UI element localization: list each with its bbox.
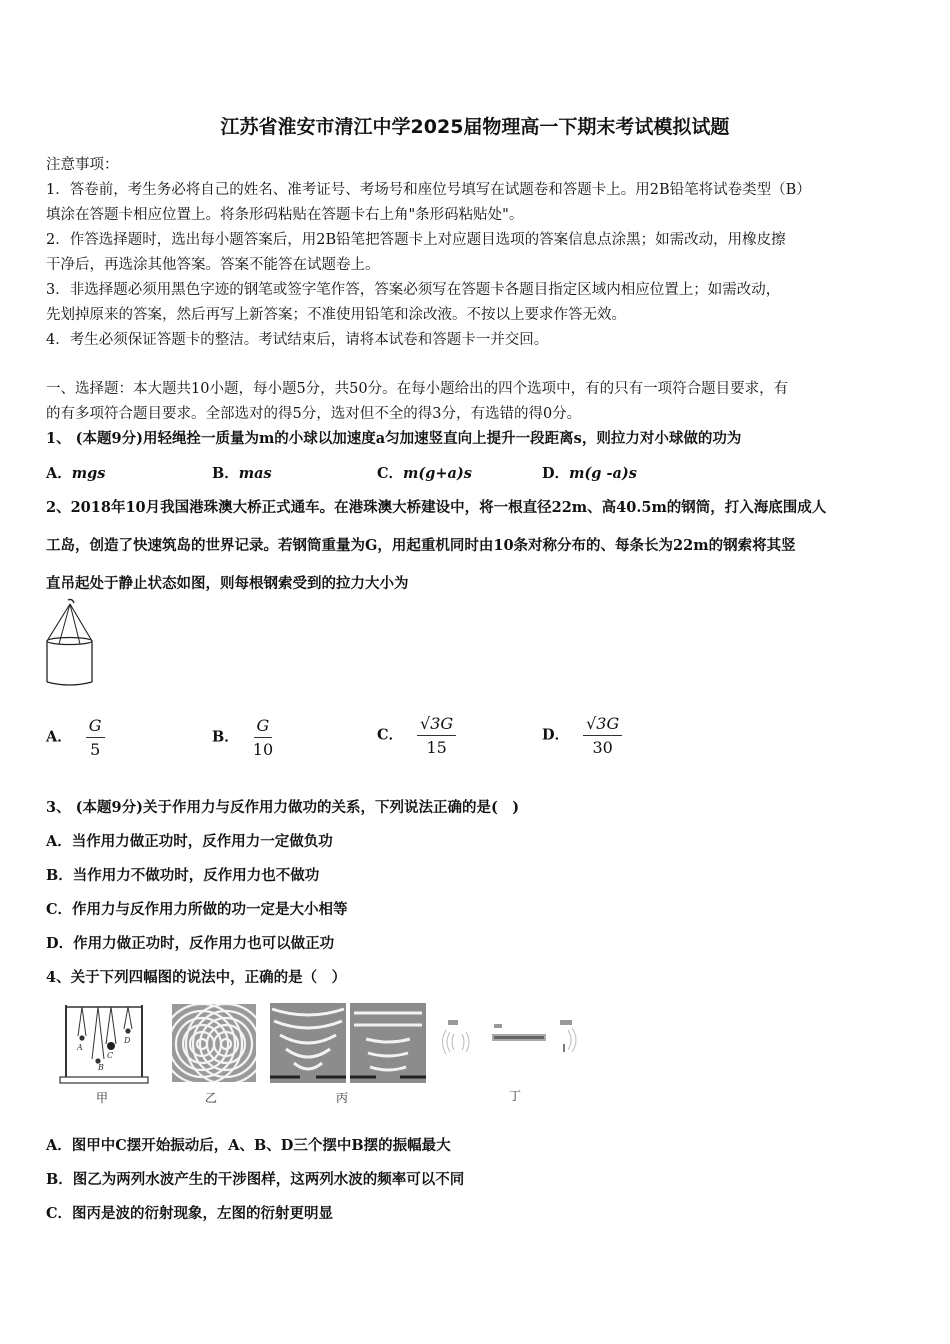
fig-label-jia: 甲 [96,1091,109,1105]
q3-option-c: C．作用力与反作用力所做的功一定是大小相等 [46,901,348,918]
pendulum-label-c: C [107,1051,114,1060]
notice-line: 先划掉原来的答案，然后再写上新答案；不准使用铅笔和涂改液。不按以上要求作答无效。 [46,307,626,323]
q1-stem: 1、 (本题9分)用轻绳拴一质量为m的小球以加速度a匀加速竖直向上提升一段距离s，则拉力对小球做的功为 [46,430,742,447]
sound-wave-figure [440,1016,590,1062]
q4-option-a: A．图甲中C摆开始振动后，A、B、D三个摆中B摆的振幅最大 [46,1137,451,1154]
pendulum-label-a: A [77,1043,83,1052]
q3-stem: 3、 (本题9分)关于作用力与反作用力做功的关系，下列说法正确的是( ) [46,799,520,816]
page-title: 江苏省淮安市清江中学2025届物理高一下期末考试模拟试题 [220,116,730,138]
q2-option-a: A． $\frac{G}{5}$ [46,716,105,759]
notice-line: 4．考生必须保证答题卡的整洁。考试结束后，请将本试卷和答题卡一并交回。 [46,332,549,348]
q2-option-b: B． $\frac{G}{10}$ [212,716,274,759]
q2-stem-line3: 直吊起处于静止状态如图，则每根钢索受到的拉力大小为 [46,575,409,592]
q3-option-a: A．当作用力做正功时，反作用力一定做负功 [46,833,333,850]
pendulum-label-b: B [98,1063,104,1072]
q3-option-b: B．当作用力不做功时，反作用力也不做功 [46,867,320,884]
q4-stem: 4、关于下列四幅图的说法中，正确的是（ ） [46,969,347,986]
q4-option-c: C．图丙是波的衍射现象，左图的衍射更明显 [46,1205,334,1222]
q1-option-d: D．m(g -a)s [542,465,637,482]
fig-label-ding: 丁 [509,1089,522,1103]
q2-stem-line2: 工岛，创造了快速筑岛的世界记录。若钢筒重量为G，用起重机同时由10条对称分布的、每条长为22m的钢索将其竖 [46,537,796,554]
notice-line: 干净后，再选涂其他答案。答案不能答在试题卷上。 [46,257,380,273]
interference-figure [172,1004,256,1082]
notice-line: 2．作答选择题时，选出每小题答案后，用2B铅笔把答题卡上对应题目选项的答案信息点涂黑；如需改动，用橡皮擦 [46,232,786,248]
pendulum-figure [58,1003,150,1085]
q4-option-b: B．图乙为两列水波产生的干涉图样，这两列水波的频率可以不同 [46,1171,465,1188]
notice-line: 1．答卷前，考生务必将自己的姓名、准考证号、考场号和座位号填写在试题卷和答题卡上。用2B铅笔将试卷类型（B） [46,182,811,198]
steel-cylinder-figure [44,596,96,690]
q2-option-c: C． $\frac{√3G}{15}$ [377,714,456,757]
q3-option-d: D．作用力做正功时，反作用力也可以做正功 [46,935,335,952]
fig-label-yi: 乙 [205,1091,218,1105]
pendulum-label-d: D [124,1036,131,1045]
notice-line: 3．非选择题必须用黑色字迹的钢笔或签字笔作答，答案必须写在答题卡各题目指定区域内相应位置上；如需改动， [46,282,781,298]
q2-stem-line1: 2、2018年10月我国港珠澳大桥正式通车。在港珠澳大桥建设中，将一根直径22m、高40.5m的钢筒，打入海底围成人 [46,499,827,516]
notice-line: 填涂在答题卡相应位置上。将条形码粘贴在答题卡右上角"条形码粘贴处"。 [46,207,524,223]
q1-option-b: B．mas [212,465,272,482]
section-header: 的有多项符合题目要求。全部选对的得5分，选对但不全的得3分，有选错的得0分。 [46,406,582,422]
q2-option-d: D． $\frac{√3G}{30}$ [542,714,622,757]
q1-option-c: C．m(g+a)s [377,465,472,482]
diffraction-figure [270,1003,426,1083]
q1-option-a: A．mgs [46,465,106,482]
notice-heading: 注意事项： [46,157,119,173]
fig-label-bing: 丙 [336,1091,349,1105]
section-header: 一、选择题：本大题共10小题，每小题5分，共50分。在每小题给出的四个选项中，有的只有一项符合题目要求，有 [46,381,789,397]
